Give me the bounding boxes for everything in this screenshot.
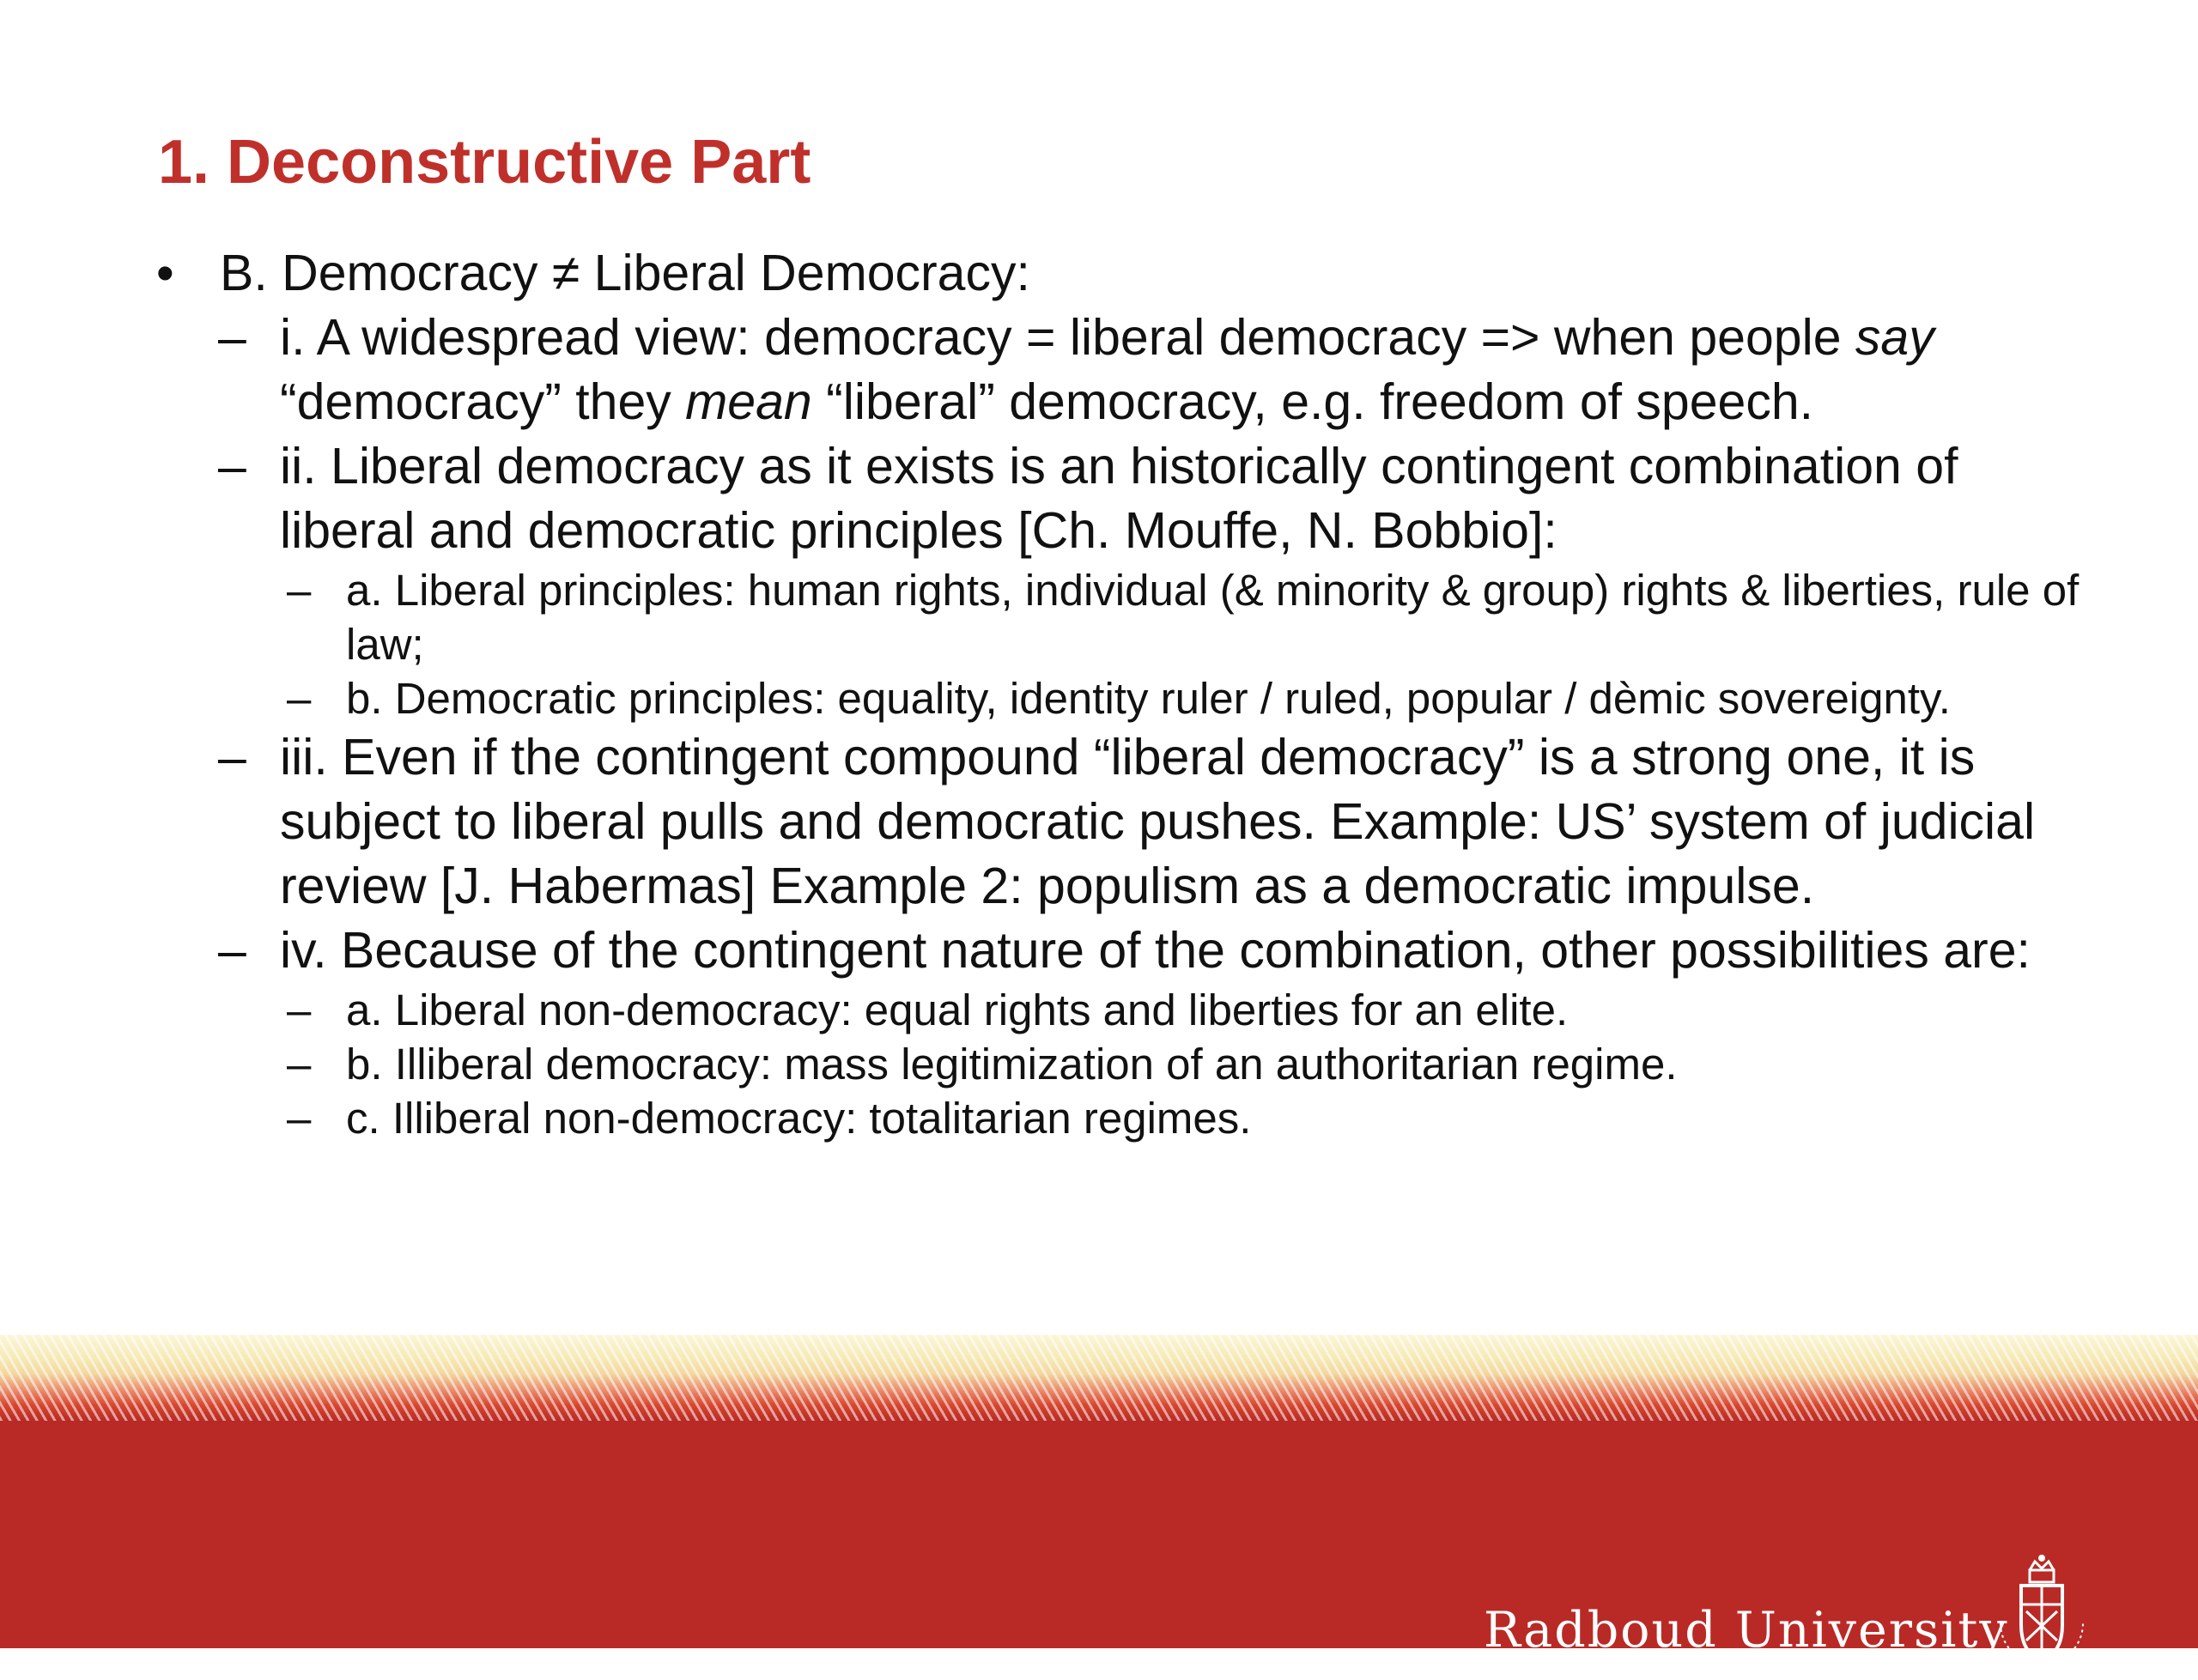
list-item-text: iv. Because of the contingent nature of the combination, other possibilities are: <box>280 922 2031 979</box>
sub-item-democratic-principles <box>0 671 2198 725</box>
sub-item-text: a. Liberal principles: human rights, individual (& minority & group) rights & liberties, rule of law; <box>346 566 2080 669</box>
university-seal-icon <box>1982 1551 2102 1680</box>
sub-item-text: b. Democratic principles: equality, identity ruler / ruled, popular / dèmic sovereignty. <box>346 674 1951 723</box>
footer-band <box>0 1421 2198 1659</box>
list-item-widespread-view <box>0 306 2198 434</box>
list-item-text: iii. Even if the contingent compound “liberal democracy” is a strong one, it is subject to liberal pulls and democratic pushes. Example: US’ system of judicial review [J. Habermas] Example 2: populism as a democratic impulse. <box>280 729 2036 914</box>
emphasis-say: say <box>1855 309 1934 366</box>
list-item-liberal-pulls <box>0 725 2198 919</box>
list-item-text <box>280 306 2043 434</box>
decorative-stripes <box>0 1335 2198 1421</box>
list-item-contingent-combination <box>0 434 2198 563</box>
sub-item-illiberal-non-democracy <box>0 1091 2198 1145</box>
slide-content <box>0 240 2198 1145</box>
sub-item-text: a. Liberal non-democracy: equal rights and liberties for an elite. <box>346 986 1569 1034</box>
dash-marker: – <box>287 674 312 723</box>
dash-marker: – <box>287 566 312 615</box>
list-item-other-possibilities <box>0 919 2198 983</box>
text-part: “democracy” they <box>280 373 686 430</box>
footer-decoration <box>0 1335 2198 1659</box>
sub-item-text: c. Illiberal non-democracy: totalitarian regimes. <box>346 1094 1252 1143</box>
text-part: i. A widespread view: democracy = liberal democracy => when people <box>280 309 1855 366</box>
sub-item-illiberal-democracy <box>0 1037 2198 1091</box>
bullet-marker: • <box>156 245 174 301</box>
university-logo-text: Radboud University <box>1484 1602 2009 1659</box>
text-part: “liberal” democracy, e.g. freedom of speech. <box>811 373 1814 430</box>
emphasis-mean: mean <box>685 373 812 430</box>
bullet-text: B. Democracy ≠ Liberal Democracy: <box>220 245 1030 301</box>
dash-marker: – <box>287 986 312 1034</box>
dash-marker: – <box>218 922 246 979</box>
dash-marker: – <box>287 1094 312 1143</box>
sub-item-text: b. Illiberal democracy: mass legitimization of an authoritarian regime. <box>346 1040 1678 1089</box>
dash-marker: – <box>287 1040 312 1089</box>
sub-item-liberal-non-democracy <box>0 983 2198 1037</box>
bullet-democracy <box>0 240 2198 306</box>
slide-title: 1. Deconstructive Part <box>158 128 811 197</box>
list-item-text: ii. Liberal democracy as it exists is an historically contingent combination of liberal and democratic principles [Ch. Mouffe, N. Bobbio]: <box>280 438 1958 559</box>
sub-item-liberal-principles <box>0 563 2198 671</box>
dash-marker: – <box>218 309 246 366</box>
dash-marker: – <box>218 438 246 494</box>
dash-marker: – <box>218 729 246 785</box>
